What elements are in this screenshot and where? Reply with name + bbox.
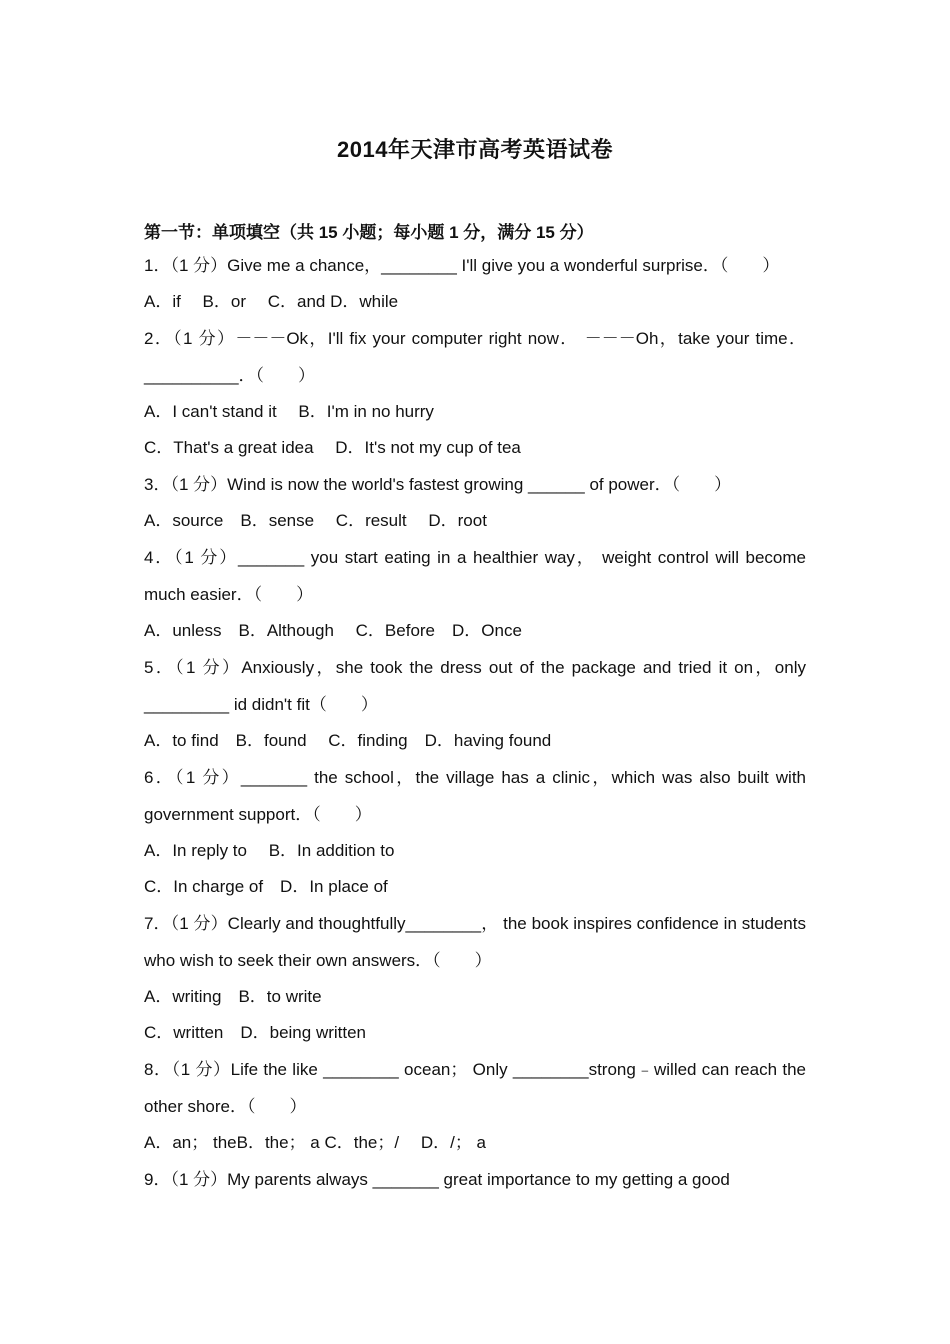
question-7: [144, 905, 806, 1051]
question-text: 7．（1 分）Clearly and thoughtfully________， the book inspires confidence in students who wish to seek their own answers．（ ）: [144, 914, 806, 970]
question-5: [144, 649, 806, 759]
question-options: A．source B．sense C．result D．root: [144, 511, 487, 530]
question-options: C．That's a great idea D．It's not my cup of tea: [144, 438, 521, 457]
question-text: 3．（1 分）Wind is now the world's fastest growing ______ of power．（ ）: [144, 475, 732, 494]
exam-title: 2014年天津市高考英语试卷: [337, 137, 613, 162]
question-8: [144, 1051, 806, 1161]
question-text: 6．（1 分）_______ the school，the village has a clinic，which was also built with government support．（ ）: [144, 768, 806, 824]
question-3: [144, 466, 806, 539]
question-text: 1．（1 分）Give me a chance，________ I'll give you a wonderful surprise．（ ）: [144, 256, 780, 275]
question-6: [144, 759, 806, 905]
question-options: A．if B．or C．and D．while: [144, 292, 399, 311]
section-heading: 第一节：单项填空（共 15 小题；每小题 1 分，满分 15 分）: [144, 223, 594, 242]
exam-content: [144, 219, 806, 1198]
question-options: A．to find B．found C．finding D．having found: [144, 731, 552, 750]
question-options: A．writing B．to write: [144, 987, 322, 1006]
question-text: 9．（1 分）My parents always _______ great importance to my getting a good: [144, 1170, 730, 1189]
question-4: [144, 539, 806, 649]
question-options: C．In charge of D．In place of: [144, 877, 388, 896]
question-text: 4．（1 分）_______ you start eating in a healthier way， weight control will become much easier．（ ）: [144, 548, 806, 604]
question-options: C．written D．being written: [144, 1023, 367, 1042]
question-9: [144, 1161, 806, 1198]
question-options: A．In reply to B．In addition to: [144, 841, 395, 860]
question-options: A．unless B．Although C．Before D．Once: [144, 621, 522, 640]
question-text: 5．（1 分）Anxiously，she took the dress out of the package and tried it on，only _________ id didn't fit（ ）: [144, 658, 806, 714]
question-1: [144, 247, 806, 320]
question-options: A．I can't stand it B．I'm in no hurry: [144, 402, 434, 421]
question-text: 8．（1 分）Life the like ________ ocean； Only ________strong﹣willed can reach the other shore．（ ）: [144, 1060, 806, 1116]
question-text: 2．（1 分）－－－Ok，I'll fix your computer right now． －－－Oh，take your time．__________．（ ）: [144, 329, 806, 385]
question-options: A．an； theB．the； a C．the；/ D．/； a: [144, 1133, 487, 1152]
question-2: [144, 320, 806, 466]
